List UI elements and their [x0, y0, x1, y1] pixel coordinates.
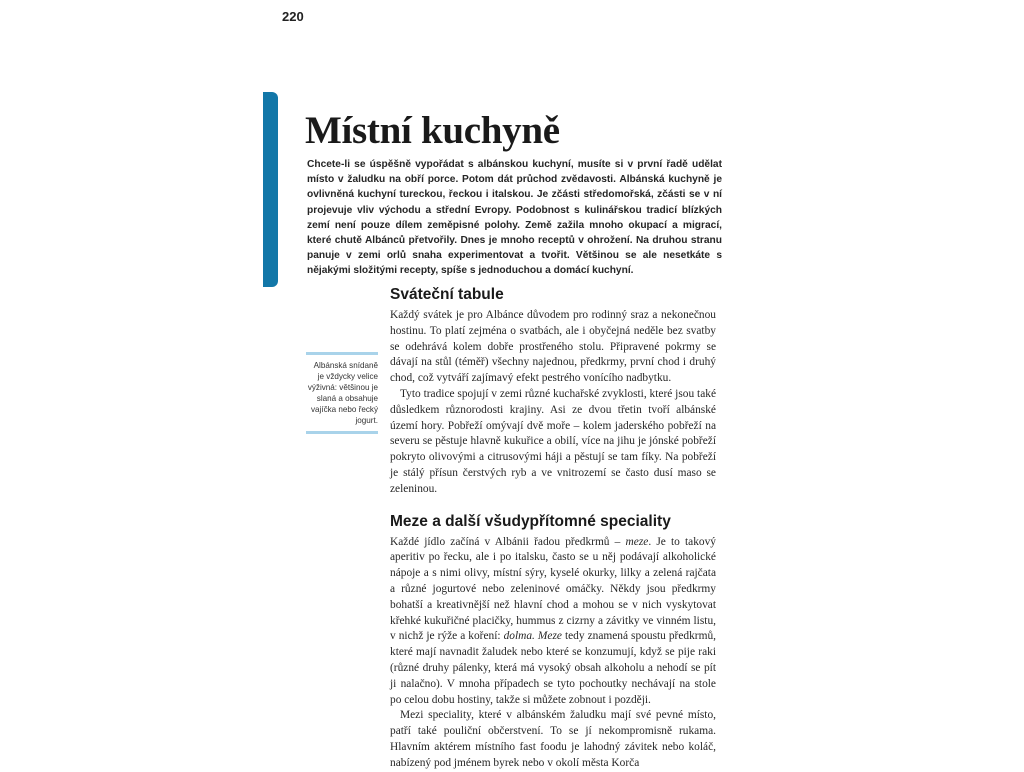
body-paragraph: Tyto tradice spojují v zemi různé kuchařské zvyklosti, které jsou také důsledkem různorodosti krajiny. Asi ze dvou třetin tvoří albánské území hory. Pobřeží omývají dvě moře – kolem jaderského pobřeží na severu se pěstuje hlavně kukuřice a obilí, více na jihu je jónské pobřeží pokryto olivovými a citrusovými háji a pěstují se tam fíky. Na pobřeží je stálý přísun čerstvých ryb a ve vnitrozemí se často dusí maso se zeleninou.: [390, 387, 716, 495]
body-paragraph: Každý svátek je pro Albánce důvodem pro rodinný sraz a nekonečnou hostinu. To platí zejména o svatbách, ale i obyčejná neděle bez svatby se odehrává kolem dobře prostřeného stolu. Připravené pokrmy se dávají na stůl (téměř) všechny najednou, předkrmy, první chod i druhý chod, což vytváří zajímavý efekt pestrého vonícího nadbytku.: [390, 309, 716, 385]
sidebar-note-text: Albánská snídaně je vždycky velice výživná: většinou je slaná a obsahuje vajíčka nebo řecký jogurt.: [307, 361, 378, 425]
body-paragraph: Mezi speciality, které v albánském žaludku mají své pevné místo, patří také pouliční občerstvení. To se jí nekompromisně rukama. Hlavním aktérem místního fast foodu je lahodný závitek nebo koláč, nabízený pod jménem byrek nebo v okolí města Korča: [390, 709, 716, 769]
text-run: Každé jídlo začíná v Albánii řadou předkrmů –: [390, 535, 626, 548]
page-title: Místní kuchyně: [305, 109, 560, 152]
sidebar-note: [306, 352, 378, 434]
section-heading-festive-table: Sváteční tabule: [390, 286, 504, 303]
chapter-accent-bar: [263, 92, 278, 287]
italic-term-dolma: dolma. Meze: [503, 630, 562, 643]
main-text-column: [390, 285, 716, 772]
section-heading-meze: Meze a další všudypřítomné speciality: [390, 512, 671, 530]
page-number: 220: [282, 9, 304, 24]
italic-term-meze: meze: [625, 535, 649, 548]
text-run: . Je to takový aperitiv po řecku, ale i po italsku, často se u něj podávají alkoholické nápoje a s nimi olivy, místní sýry, kyselé okurky, lilky a zelená rajčata a různé jogurtové nebo zeleninové omáčky. Někdy jsou předkrmy bohatší a kreativnější než hlavní chod a mohou se v nich vyskytovat křehké kukuřičné placičky, hummus z cizrny a závitky ve vinném listu, v nichž je rýže a koření:: [390, 535, 717, 643]
intro-paragraph: Chcete-li se úspěšně vypořádat s albánskou kuchyní, musíte si v první řadě udělat místo v žaludku na obří porce. Potom dát průchod zvědavosti. Albánská kuchyně je ovlivněná kuchyní tureckou, řeckou i italskou. Je zčásti středomořská, zčásti se v ní projevuje vliv východu a střední Evropy. Podobnost s kulinářskou tradicí blízkých zemí není pouze dílem zeměpisné polohy. Země zažila mnoho okupací a migrací, které chutě Albánců přetvořily. Dnes je mnoho receptů v ohrožení. Na druhou stranu panuje v zemi orlů snaha experimentovat a tvořit. Většinou se ale nesetkáte s nějakými složitými recepty, spíše s jednoduchou a domácí kuchyní.: [307, 159, 722, 277]
text-run: tedy znamená spoustu předkrmů, které mají navnadit žaludek nebo které se konzumují, když se pije raki (různé druhy pálenky, která má vysoký obsah alkoholu a nehodí se pít ji nalačno). V mnoha případech se tyto pochoutky nechávají na stole po celou dobu hostiny, takže si můžete zobnout i později.: [390, 630, 716, 706]
body-paragraph-meze: [390, 535, 716, 709]
